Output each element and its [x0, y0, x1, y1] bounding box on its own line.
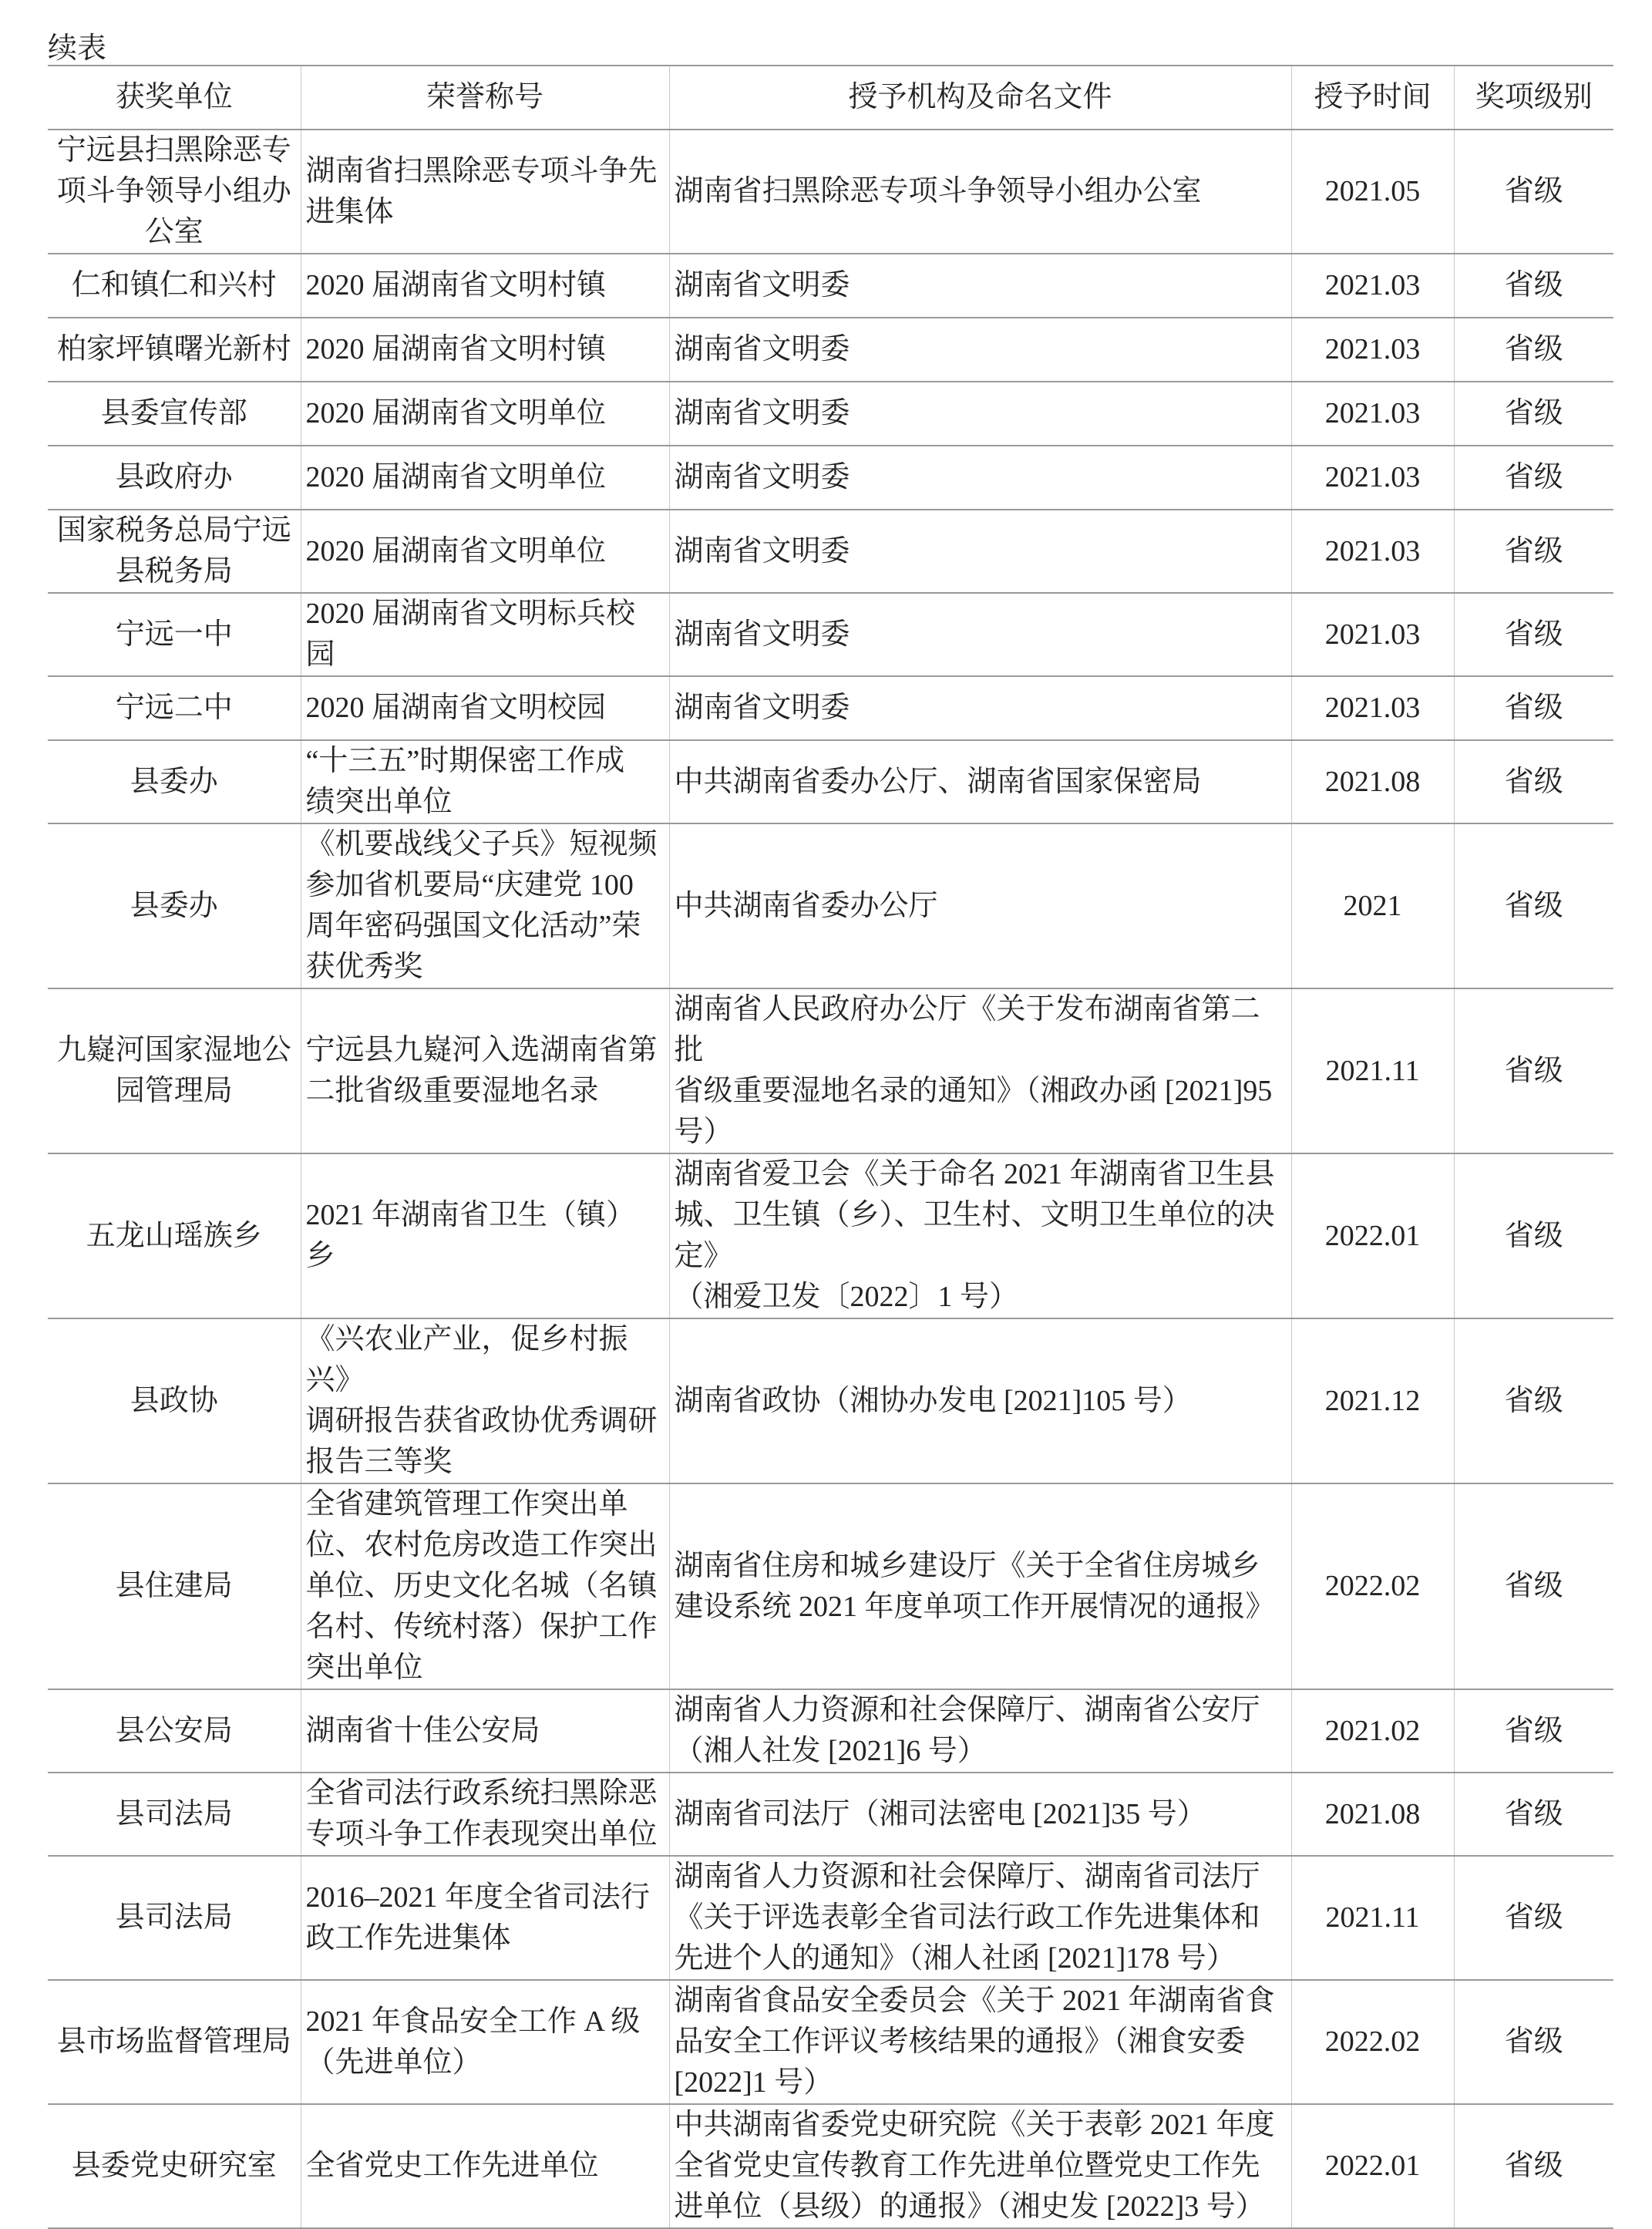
header-honor: 荣誉称号	[301, 66, 669, 130]
cell-issuer: 湖南省人民政府办公厅《关于发布湖南省第二批 省级重要湿地名录的通知》（湘政办函 [2021]95 号）	[669, 988, 1291, 1153]
cell-honor: 全省党史工作先进单位	[301, 2104, 669, 2228]
cell-level: 省级	[1454, 130, 1613, 254]
cell-honor: 《兴农业产业，促乡村振兴》 调研报告获省政协优秀调研 报告三等奖	[301, 1318, 669, 1483]
cell-level: 省级	[1454, 382, 1613, 446]
cell-unit: 宁远一中	[48, 593, 301, 676]
cell-date: 2021.12	[1291, 1318, 1454, 1483]
cell-honor: 宁远县九嶷河入选湖南省第 二批省级重要湿地名录	[301, 988, 669, 1153]
cell-unit: 五龙山瑶族乡	[48, 1153, 301, 1318]
cell-issuer: 湖南省扫黑除恶专项斗争领导小组办公室	[669, 130, 1291, 254]
cell-level: 省级	[1454, 510, 1613, 593]
cell-unit: 县委党史研究室	[48, 2104, 301, 2228]
cell-date: 2021.08	[1291, 1773, 1454, 1856]
table-header-row	[48, 66, 1613, 130]
cell-unit: 县政协	[48, 1318, 301, 1483]
awards-table	[48, 65, 1613, 2229]
table-row	[48, 1153, 1613, 1318]
table-row	[48, 446, 1613, 510]
table-row	[48, 676, 1613, 740]
table-row	[48, 740, 1613, 823]
cell-date: 2021.03	[1291, 446, 1454, 510]
cell-issuer: 中共湖南省委办公厅	[669, 823, 1291, 988]
cell-date: 2021.03	[1291, 510, 1454, 593]
cell-unit: 九嶷河国家湿地公 园管理局	[48, 988, 301, 1153]
cell-issuer: 湖南省文明委	[669, 382, 1291, 446]
cell-level: 省级	[1454, 1980, 1613, 2104]
cell-honor: 《机要战线父子兵》短视频 参加省机要局“庆建党 100 周年密码强国文化活动”荣 获优秀奖	[301, 823, 669, 988]
cell-honor: 2020 届湖南省文明校园	[301, 676, 669, 740]
table-row	[48, 1980, 1613, 2104]
table-row	[48, 318, 1613, 382]
cell-level: 省级	[1454, 676, 1613, 740]
cell-honor: 2020 届湖南省文明单位	[301, 510, 669, 593]
cell-honor: 2020 届湖南省文明单位	[301, 382, 669, 446]
cell-date: 2022.01	[1291, 2104, 1454, 2228]
cell-unit: 县委宣传部	[48, 382, 301, 446]
cell-date: 2021.08	[1291, 740, 1454, 823]
table-row	[48, 1483, 1613, 1689]
cell-date: 2021.03	[1291, 676, 1454, 740]
cell-date: 2021.03	[1291, 593, 1454, 676]
table-row	[48, 1689, 1613, 1773]
cell-unit: 县政府办	[48, 446, 301, 510]
cell-date: 2021.03	[1291, 382, 1454, 446]
cell-level: 省级	[1454, 1483, 1613, 1689]
cell-level: 省级	[1454, 2104, 1613, 2228]
cell-issuer: 湖南省文明委	[669, 254, 1291, 318]
header-issuer: 授予机构及命名文件	[669, 66, 1291, 130]
cell-unit: 县公安局	[48, 1689, 301, 1773]
cell-unit: 县司法局	[48, 1856, 301, 1980]
cell-honor: 2016–2021 年度全省司法行 政工作先进集体	[301, 1856, 669, 1980]
cell-unit: 国家税务总局宁远 县税务局	[48, 510, 301, 593]
cell-level: 省级	[1454, 318, 1613, 382]
cell-level: 省级	[1454, 988, 1613, 1153]
table-row	[48, 130, 1613, 254]
table-row	[48, 1773, 1613, 1856]
table-row	[48, 823, 1613, 988]
table-row	[48, 593, 1613, 676]
cell-honor: “十三五”时期保密工作成 绩突出单位	[301, 740, 669, 823]
cell-date: 2021.11	[1291, 1856, 1454, 1980]
cell-date: 2022.02	[1291, 1483, 1454, 1689]
cell-issuer: 湖南省文明委	[669, 593, 1291, 676]
cell-level: 省级	[1454, 446, 1613, 510]
cell-unit: 宁远县扫黑除恶专 项斗争领导小组办 公室	[48, 130, 301, 254]
cell-date: 2022.02	[1291, 1980, 1454, 2104]
cell-unit: 宁远二中	[48, 676, 301, 740]
cell-issuer: 中共湖南省委办公厅、湖南省国家保密局	[669, 740, 1291, 823]
cell-issuer: 湖南省爱卫会《关于命名 2021 年湖南省卫生县 城、卫生镇（乡）、卫生村、文明卫生单位的决定》 （湘爱卫发〔2022〕1 号）	[669, 1153, 1291, 1318]
cell-honor: 2021 年食品安全工作 A 级 （先进单位）	[301, 1980, 669, 2104]
table-row	[48, 382, 1613, 446]
cell-unit: 县委办	[48, 740, 301, 823]
cell-level: 省级	[1454, 1773, 1613, 1856]
cell-unit: 柏家坪镇曙光新村	[48, 318, 301, 382]
cell-honor: 2020 届湖南省文明标兵校园	[301, 593, 669, 676]
cell-date: 2022.01	[1291, 1153, 1454, 1318]
cell-issuer: 湖南省住房和城乡建设厅《关于全省住房城乡 建设系统 2021 年度单项工作开展情况的通报》	[669, 1483, 1291, 1689]
table-row	[48, 254, 1613, 318]
header-date: 授予时间	[1291, 66, 1454, 130]
cell-issuer: 中共湖南省委党史研究院《关于表彰 2021 年度 全省党史宣传教育工作先进单位暨党史工作先 进单位（县级）的通报》（湘史发 [2022]3 号）	[669, 2104, 1291, 2228]
table-row	[48, 2104, 1613, 2228]
cell-unit: 县委办	[48, 823, 301, 988]
cell-honor: 全省建筑管理工作突出单 位、农村危房改造工作突出 单位、历史文化名城（名镇 名村、传统村落）保护工作 突出单位	[301, 1483, 669, 1689]
cell-date: 2021.11	[1291, 988, 1454, 1153]
header-unit: 获奖单位	[48, 66, 301, 130]
cell-date: 2021.05	[1291, 130, 1454, 254]
cell-issuer: 湖南省人力资源和社会保障厅、湖南省司法厅 《关于评选表彰全省司法行政工作先进集体和 先进个人的通知》（湘人社函 [2021]178 号）	[669, 1856, 1291, 1980]
cell-honor: 湖南省十佳公安局	[301, 1689, 669, 1773]
cell-honor: 2020 届湖南省文明单位	[301, 446, 669, 510]
cell-honor: 湖南省扫黑除恶专项斗争先 进集体	[301, 130, 669, 254]
cell-level: 省级	[1454, 1856, 1613, 1980]
cell-honor: 全省司法行政系统扫黑除恶 专项斗争工作表现突出单位	[301, 1773, 669, 1856]
cell-issuer: 湖南省政协（湘协办发电 [2021]105 号）	[669, 1318, 1291, 1483]
cell-issuer: 湖南省文明委	[669, 318, 1291, 382]
cell-issuer: 湖南省文明委	[669, 510, 1291, 593]
cell-issuer: 湖南省文明委	[669, 446, 1291, 510]
cell-level: 省级	[1454, 1153, 1613, 1318]
cell-date: 2021.03	[1291, 254, 1454, 318]
table-row	[48, 1318, 1613, 1483]
cell-date: 2021.02	[1291, 1689, 1454, 1773]
header-level: 奖项级别	[1454, 66, 1613, 130]
cell-issuer: 湖南省文明委	[669, 676, 1291, 740]
cell-honor: 2021 年湖南省卫生（镇）乡	[301, 1153, 669, 1318]
cell-honor: 2020 届湖南省文明村镇	[301, 254, 669, 318]
table-row	[48, 988, 1613, 1153]
cell-level: 省级	[1454, 823, 1613, 988]
table-caption: 续表	[48, 32, 107, 65]
cell-issuer: 湖南省食品安全委员会《关于 2021 年湖南省食 品安全工作评议考核结果的通报》（湘食安委 [2022]1 号）	[669, 1980, 1291, 2104]
cell-date: 2021.03	[1291, 318, 1454, 382]
cell-level: 省级	[1454, 1318, 1613, 1483]
cell-level: 省级	[1454, 593, 1613, 676]
table-row	[48, 510, 1613, 593]
cell-issuer: 湖南省人力资源和社会保障厅、湖南省公安厅 （湘人社发 [2021]6 号）	[669, 1689, 1291, 1773]
cell-issuer: 湖南省司法厅（湘司法密电 [2021]35 号）	[669, 1773, 1291, 1856]
cell-level: 省级	[1454, 740, 1613, 823]
cell-unit: 县市场监督管理局	[48, 1980, 301, 2104]
cell-unit: 县司法局	[48, 1773, 301, 1856]
cell-level: 省级	[1454, 254, 1613, 318]
table-row	[48, 1856, 1613, 1980]
cell-date: 2021	[1291, 823, 1454, 988]
cell-unit: 仁和镇仁和兴村	[48, 254, 301, 318]
cell-level: 省级	[1454, 1689, 1613, 1773]
cell-honor: 2020 届湖南省文明村镇	[301, 318, 669, 382]
cell-unit: 县住建局	[48, 1483, 301, 1689]
